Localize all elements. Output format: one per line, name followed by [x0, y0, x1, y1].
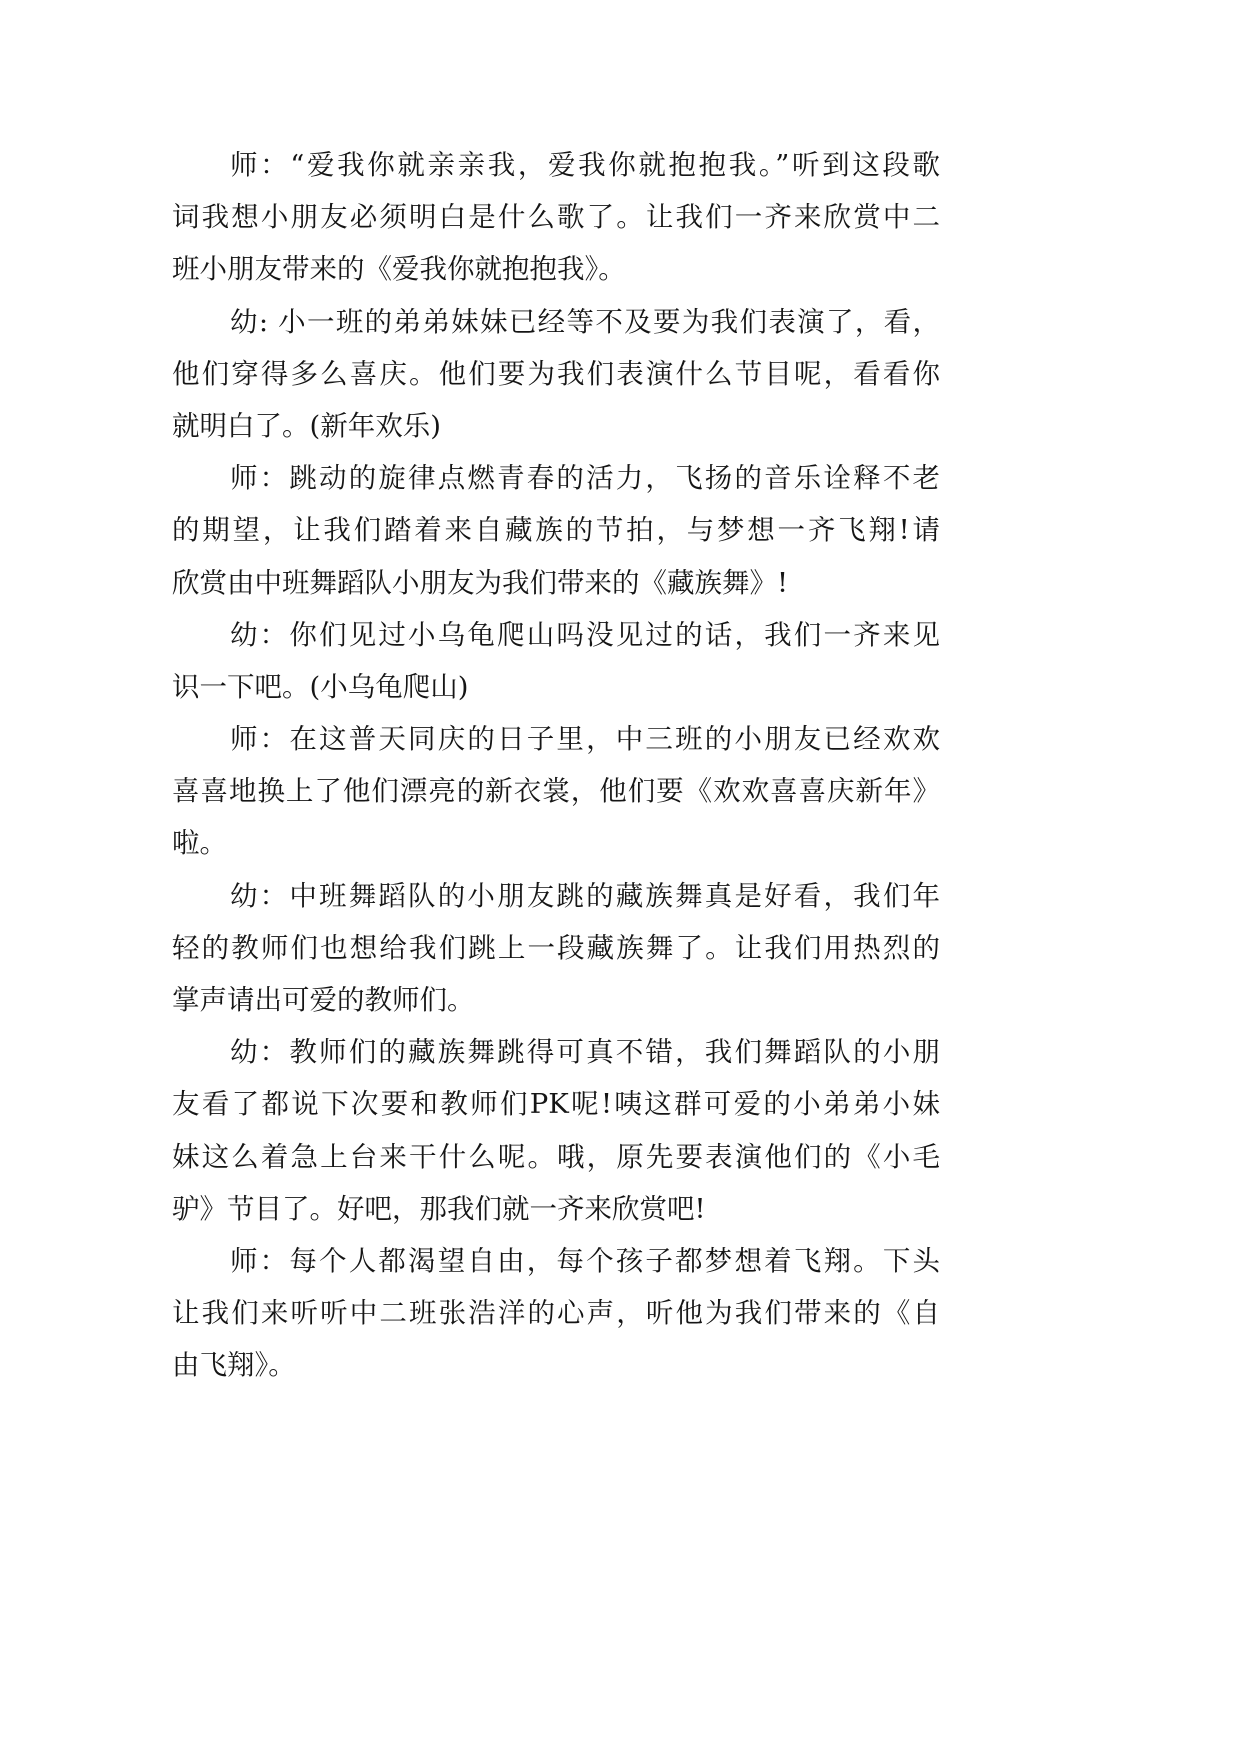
- text-line: 的期望，让我们踏着来自藏族的节拍，与梦想一齐飞翔!请: [172, 514, 940, 547]
- text-line: 欣赏由中班舞蹈队小朋友为我们带来的《藏族舞》!: [172, 566, 789, 599]
- paragraph-4: [172, 609, 940, 713]
- paragraph-2: [172, 296, 940, 453]
- text-line: 由飞翔》。: [172, 1349, 296, 1382]
- paragraph-8: [172, 1235, 940, 1392]
- text-line: 师：每个人都渴望自由，每个孩子都梦想着飞翔。下头: [230, 1244, 940, 1277]
- text-line: 幼：中班舞蹈队的小朋友跳的藏族舞真是好看，我们年: [230, 879, 940, 912]
- text-line: 妹这么着急上台来干什么呢。哦，原先要表演他们的《小毛: [172, 1140, 940, 1173]
- text-line: 他们穿得多么喜庆。他们要为我们表演什么节目呢，看看你: [172, 357, 940, 390]
- paragraph-7: [172, 1026, 940, 1235]
- text-line: 啦。: [172, 827, 227, 860]
- text-line: 识一下吧。(小乌龟爬山): [172, 670, 469, 703]
- text-line: 师：在这普天同庆的日子里，中三班的小朋友已经欢欢: [230, 723, 940, 756]
- text-line: 友看了都说下次要和教师们PK呢!咦这群可爱的小弟弟小妹: [172, 1088, 940, 1121]
- paragraph-3: [172, 452, 940, 609]
- text-line: 师：“爱我你就亲亲我，爱我你就抱抱我。”听到这段歌: [230, 149, 940, 181]
- text-line: 班小朋友带来的《爱我你就抱抱我》。: [172, 253, 626, 286]
- text-line: 词我想小朋友必须明白是什么歌了。让我们一齐来欣赏中二: [172, 201, 940, 234]
- text-line: 掌声请出可爱的教师们。: [172, 984, 475, 1016]
- paragraph-1: [172, 139, 940, 296]
- text-line: 就明白了。(新年欢乐): [172, 409, 441, 442]
- text-line: 轻的教师们也想给我们跳上一段藏族舞了。让我们用热烈的: [172, 931, 940, 964]
- document-page: [172, 139, 940, 1392]
- text-line: 驴》节目了。好吧，那我们就一齐来欣赏吧!: [172, 1192, 706, 1225]
- paragraph-5: [172, 713, 940, 870]
- text-line: 幼：教师们的藏族舞跳得可真不错，我们舞蹈队的小朋: [230, 1036, 940, 1069]
- text-line: 喜喜地换上了他们漂亮的新衣裳，他们要《欢欢喜喜庆新年》: [172, 775, 940, 808]
- paragraph-6: [172, 870, 940, 1027]
- text-line: 让我们来听听中二班张浩洋的心声，听他为我们带来的《自: [172, 1297, 940, 1330]
- text-line: 幼: 小一班的弟弟妹妹已经等不及要为我们表演了，看，: [230, 305, 940, 338]
- text-line: 幼：你们见过小乌龟爬山吗没见过的话，我们一齐来见: [230, 618, 940, 651]
- text-line: 师：跳动的旋律点燃青春的活力，飞扬的音乐诠释不老: [230, 462, 940, 495]
